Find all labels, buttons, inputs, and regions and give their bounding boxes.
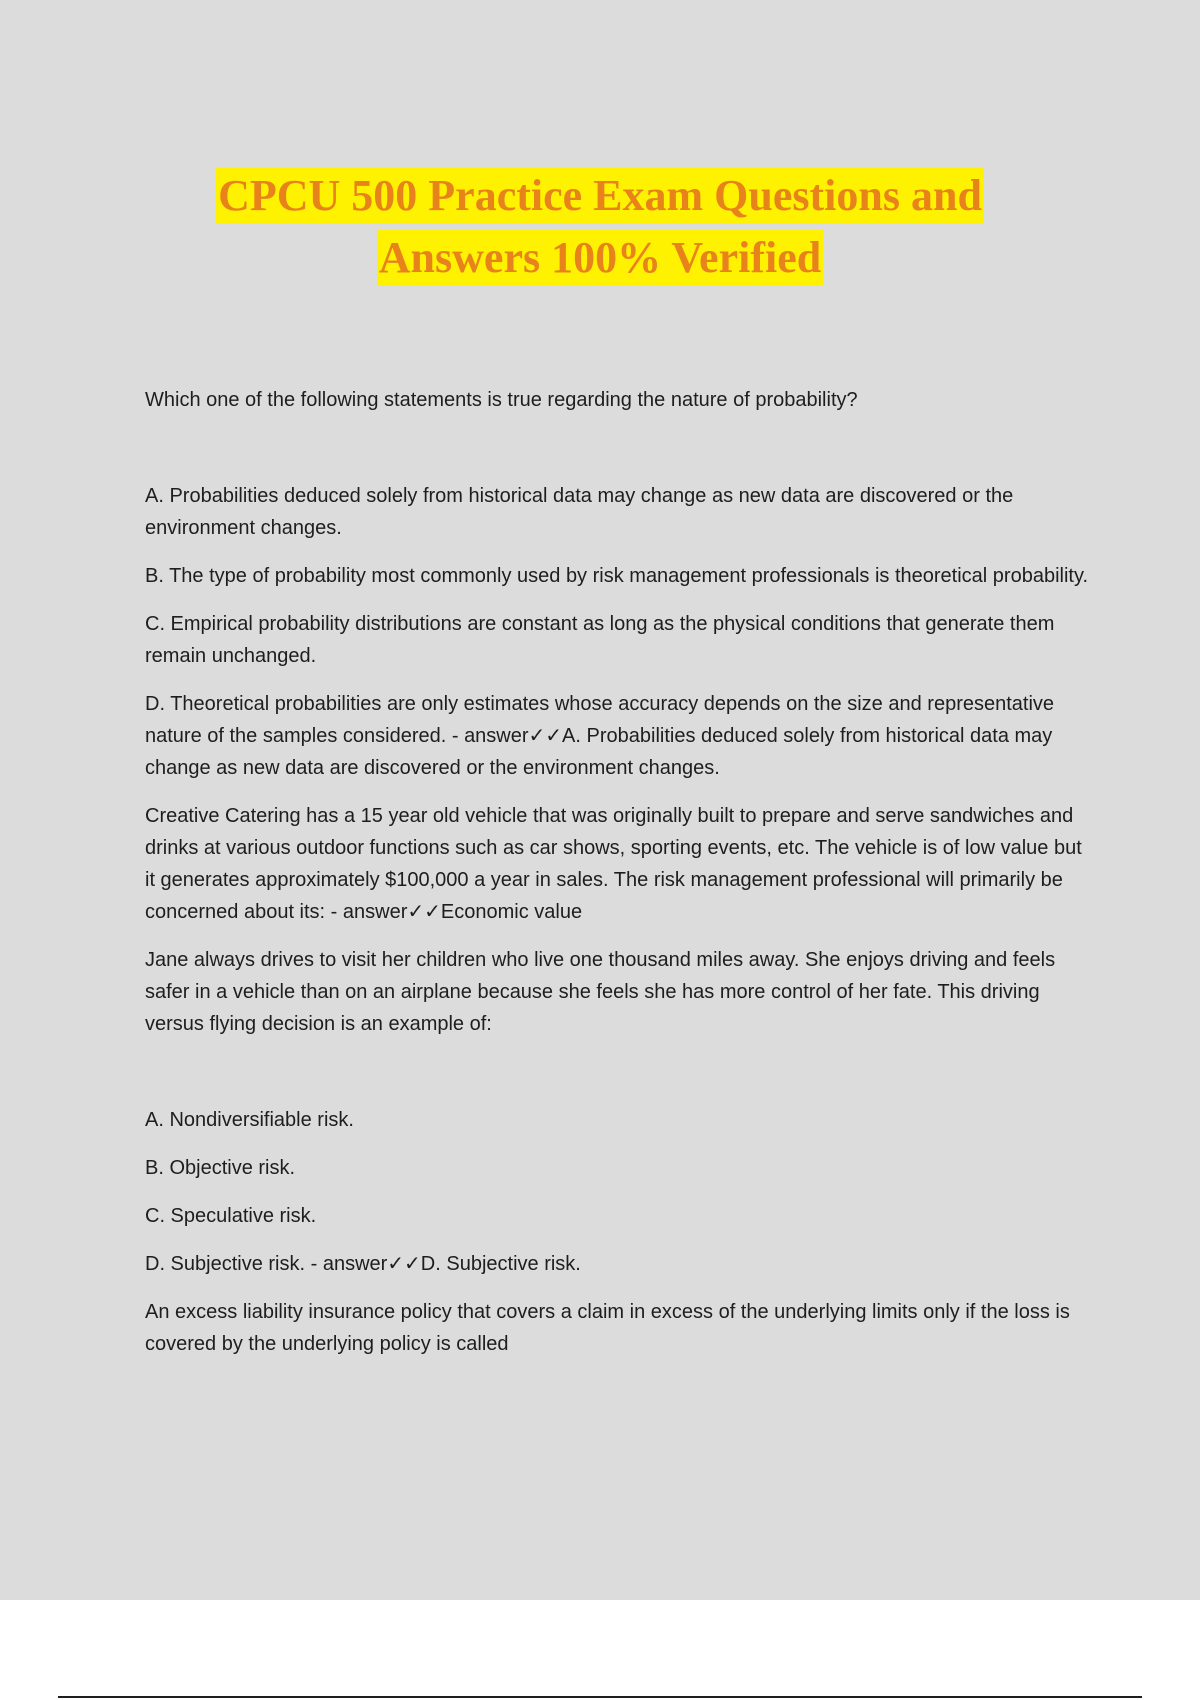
title-line-2: Answers 100% Verified [377,230,823,286]
footer-divider [58,1696,1142,1698]
question-1-option-d-answer: D. Theoretical probabilities are only estimates whose accuracy depends on the size and representative nature of the samples considered. - answer✓✓A. Probabilities deduced solely from historical data may change as new data are discovered or the environment changes. [145,693,1055,779]
question-3-option-c: C. Speculative risk. [145,1205,317,1227]
question-3-option-b: B. Objective risk. [145,1157,296,1179]
question-1-option-a: A. Probabilities deduced solely from historical data may change as new data are discovered or the environment changes. [145,485,1014,539]
title-line-1: CPCU 500 Practice Exam Questions and [216,168,984,224]
question-3-option-a: A. Nondiversifiable risk. [145,1109,354,1131]
document-body [145,384,1095,1360]
question-2-text-answer: Creative Catering has a 15 year old vehicle that was originally built to prepare and serve sandwiches and drinks at various outdoor functions such as car shows, sporting events, etc. The vehicle is of low value but it generates approximately $100,000 a year in sales. The risk management professional will primarily be concerned about its: - answer✓✓Economic value [145,805,1082,923]
document-title [0,168,1200,292]
question-1-option-b: B. The type of probability most commonly used by risk management professionals is theoretical probability. [145,565,1089,587]
question-1-option-c: C. Empirical probability distributions are constant as long as the physical conditions that generate them remain unchanged. [145,613,1055,667]
question-1-text: Which one of the following statements is true regarding the nature of probability? [145,389,858,411]
question-4-text: An excess liability insurance policy that covers a claim in excess of the underlying limits only if the loss is covered by the underlying policy is called [145,1301,1070,1355]
question-3-option-d-answer: D. Subjective risk. - answer✓✓D. Subjective risk. [145,1253,581,1275]
question-3-text: Jane always drives to visit her children who live one thousand miles away. She enjoys driving and feels safer in a vehicle than on an airplane because she feels she has more control of her fate. This driving versus flying decision is an example of: [145,949,1056,1035]
